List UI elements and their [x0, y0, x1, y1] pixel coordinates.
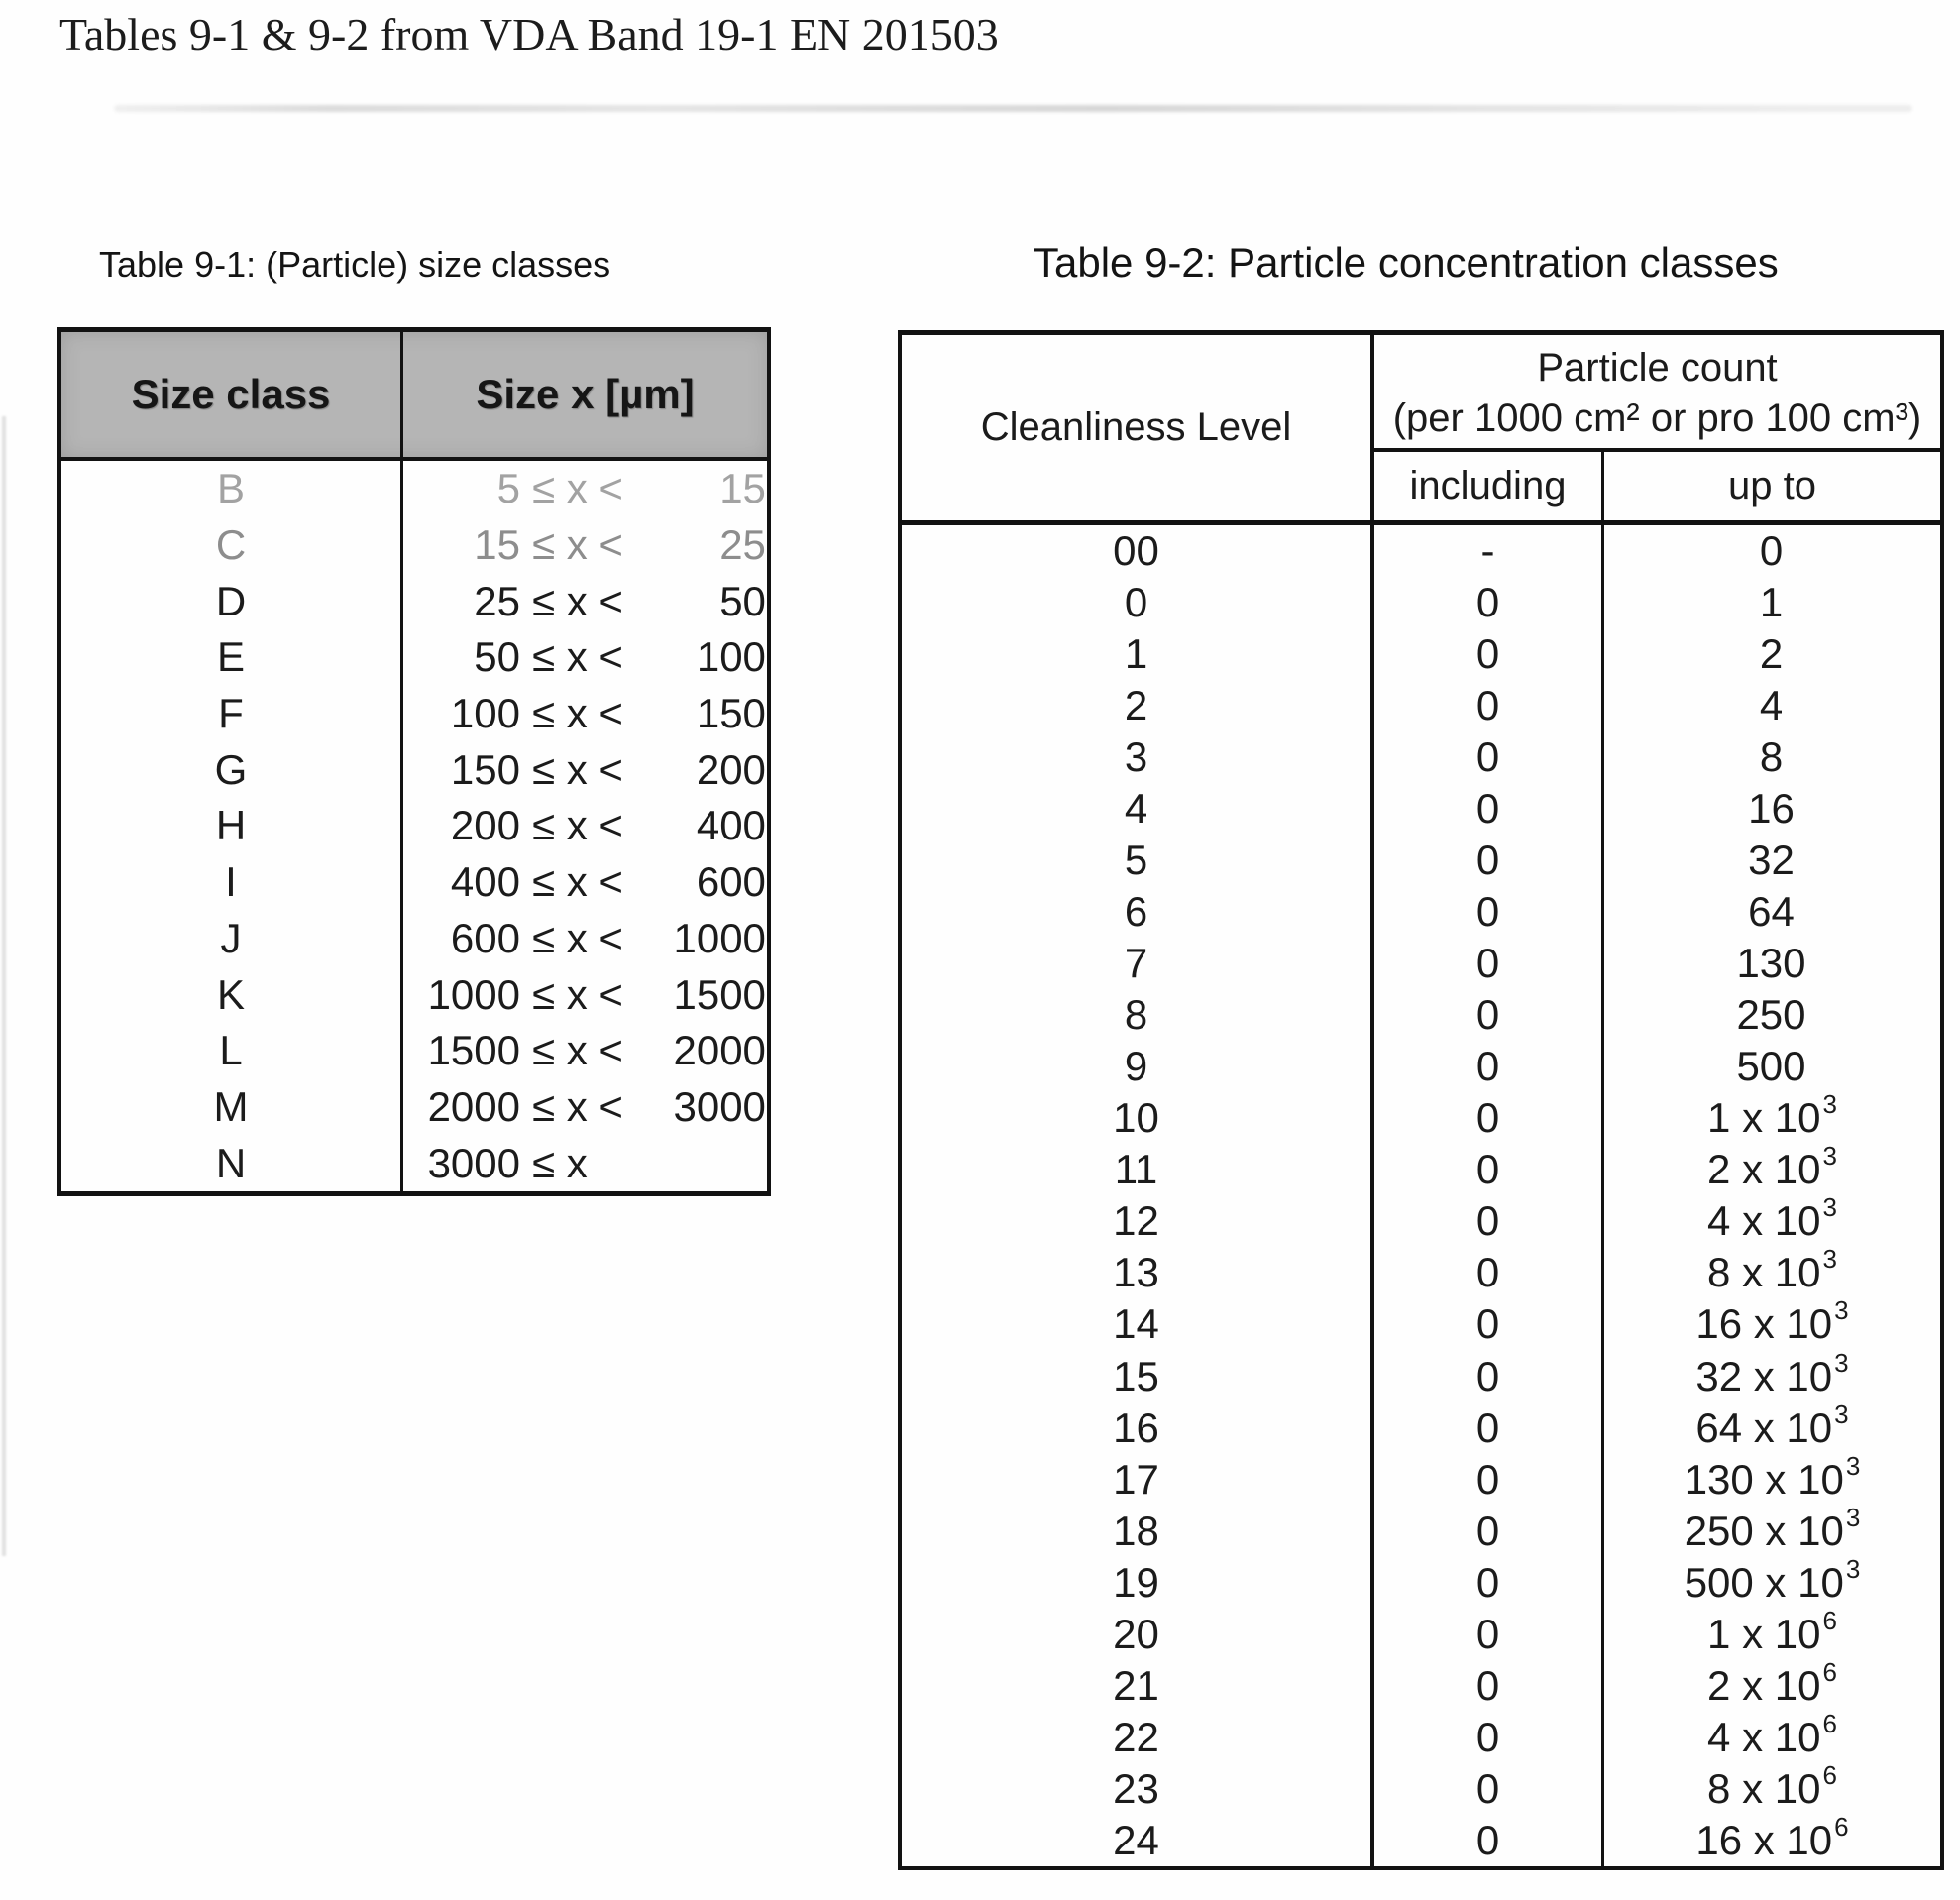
range-relation: ≤ x <: [532, 690, 623, 737]
range-upper-bound: 400: [696, 802, 766, 849]
up-to-cell: 16 x 10 $^6$: [1695, 1811, 1849, 1863]
up-to-cell: 8 x 10 $^6$: [1707, 1759, 1837, 1812]
cleanliness-level-cell: 7: [902, 938, 1374, 989]
including-cell: 0: [1374, 938, 1604, 989]
size-class-row: [61, 686, 767, 742]
up-to-value: 2 x 10: [1707, 1146, 1821, 1193]
cleanliness-level-cell: 19: [902, 1557, 1374, 1609]
page-title: Tables 9-1 & 9-2 from VDA Band 19-1 EN 201503: [59, 9, 999, 59]
size-range-cell: [403, 686, 767, 742]
up-to-cell: [1604, 577, 1940, 628]
up-to-value: 8: [1759, 733, 1784, 781]
size-class-cell: J: [61, 911, 403, 967]
up-to-cell: 16 x 10 $^3$: [1695, 1295, 1849, 1348]
cleanliness-level-cell: 15: [902, 1351, 1374, 1402]
size-range-cell: [403, 461, 767, 517]
cleanliness-level-row: [902, 835, 1940, 886]
up-to-value: 1 x 10: [1707, 1610, 1821, 1657]
including-cell: -: [1374, 525, 1604, 577]
range-lower-bound: 2000: [427, 1082, 520, 1130]
up-to-value: 1: [1759, 579, 1784, 626]
range-relation: ≤ x <: [532, 1027, 623, 1074]
including-cell: 0: [1374, 1506, 1604, 1557]
cleanliness-level-row: [902, 680, 1940, 731]
cleanliness-level-cell: 4: [902, 783, 1374, 835]
range-relation: ≤ x <: [532, 577, 623, 624]
cleanliness-level-cell: 20: [902, 1609, 1374, 1660]
scan-artifact-edge-line: [2, 416, 6, 1556]
size-class-cell: I: [61, 854, 403, 911]
size-class-cell: L: [61, 1023, 403, 1079]
size-range-cell: [403, 911, 767, 967]
size-class-cell: D: [61, 573, 403, 629]
particle-count-title: Particle count: [1537, 345, 1778, 390]
cleanliness-level-row: [902, 628, 1940, 680]
cleanliness-level-row: [902, 1759, 1940, 1815]
table1-header-row: [61, 332, 767, 461]
up-to-value: 4: [1759, 682, 1784, 729]
size-class-cell: G: [61, 741, 403, 798]
including-cell: 0: [1374, 783, 1604, 835]
size-range-cell: [403, 1023, 767, 1079]
up-to-value: 4 x 10: [1707, 1713, 1821, 1760]
cleanliness-level-row: [902, 989, 1940, 1041]
size-range-cell: [403, 1135, 767, 1191]
cleanliness-level-row: [902, 1553, 1940, 1609]
range-relation: ≤ x <: [532, 802, 623, 849]
range-upper-bound: 15: [719, 465, 766, 512]
range-lower-bound: 150: [450, 745, 520, 793]
cleanliness-level-cell: 23: [902, 1763, 1374, 1815]
size-class-row: [61, 461, 767, 517]
up-to-cell: 250 x 10 $^3$: [1684, 1502, 1861, 1554]
including-cell: 0: [1374, 1454, 1604, 1506]
cleanliness-level-row: [902, 1811, 1940, 1866]
up-to-cell: [1604, 886, 1940, 938]
cleanliness-level-cell: 5: [902, 835, 1374, 886]
cleanliness-level-row: [902, 1398, 1940, 1454]
size-range-cell: [403, 966, 767, 1023]
cleanliness-level-cell: 16: [902, 1402, 1374, 1454]
up-to-value: 0: [1759, 527, 1784, 575]
size-class-cell: N: [61, 1135, 403, 1191]
cleanliness-level-row: [902, 1244, 1940, 1298]
size-class-header-cell: Size class: [61, 332, 403, 457]
including-cell: 0: [1374, 577, 1604, 628]
range-lower-bound: 1000: [427, 970, 520, 1018]
size-class-cell: F: [61, 686, 403, 742]
up-to-value: 64 x 10: [1695, 1403, 1833, 1451]
table1-body: [61, 461, 767, 1191]
size-range-cell: [403, 1079, 767, 1136]
up-to-cell: [1604, 731, 1940, 783]
cleanliness-level-cell: 21: [902, 1660, 1374, 1712]
up-to-header-cell: up to: [1728, 464, 1816, 507]
including-header-cell: including: [1374, 452, 1604, 520]
including-cell: 0: [1374, 1712, 1604, 1763]
cleanliness-level-cell: 22: [902, 1712, 1374, 1763]
range-relation: ≤ x <: [532, 745, 623, 793]
size-class-row: [61, 629, 767, 686]
up-to-value: 16 x 10: [1695, 1300, 1833, 1348]
range-upper-bound: 25: [719, 521, 766, 569]
table1-caption: Table 9-1: (Particle) size classes: [99, 244, 611, 284]
including-cell: 0: [1374, 1557, 1604, 1609]
cleanliness-level-cell: 3: [902, 731, 1374, 783]
size-class-cell: H: [61, 798, 403, 854]
range-upper-bound: 1500: [673, 970, 766, 1018]
cleanliness-level-cell: 8: [902, 989, 1374, 1041]
size-range-cell: [403, 798, 767, 854]
range-relation: ≤ x <: [532, 465, 623, 512]
up-to-value: 8 x 10: [1707, 1764, 1821, 1812]
cleanliness-level-row: [902, 525, 1940, 577]
up-to-value: 130: [1736, 940, 1806, 987]
up-to-value: 32 x 10: [1695, 1352, 1833, 1399]
range-upper-bound: 2000: [673, 1027, 766, 1074]
up-to-value: 250 x 10: [1684, 1507, 1844, 1554]
cleanliness-level-row: [902, 1708, 1940, 1763]
range-upper-bound: 50: [719, 577, 766, 624]
particle-count-header-cell: [1374, 335, 1940, 452]
up-to-cell: [1604, 835, 1940, 886]
size-range-cell: [403, 854, 767, 911]
size-class-row: [61, 741, 767, 798]
including-cell: 0: [1374, 835, 1604, 886]
table2-body: [902, 525, 1940, 1866]
cleanliness-level-cell: 9: [902, 1041, 1374, 1092]
range-relation: ≤ x <: [532, 1082, 623, 1130]
size-class-cell: E: [61, 629, 403, 686]
including-cell: 0: [1374, 628, 1604, 680]
cleanliness-level-row: [902, 577, 1940, 628]
table2-subheader-row: [1374, 452, 1940, 520]
up-to-value: 32: [1748, 837, 1795, 884]
up-to-cell: [1604, 989, 1940, 1041]
up-to-cell: 4 x 10 $^3$: [1707, 1192, 1837, 1245]
particle-count-header-group: [1374, 335, 1940, 520]
including-cell: 0: [1374, 1092, 1604, 1144]
up-to-cell: 1 x 10 $^6$: [1707, 1605, 1837, 1657]
size-range-cell: [403, 517, 767, 574]
cleanliness-level-row: [902, 1192, 1940, 1247]
cleanliness-level-row: [902, 1502, 1940, 1557]
cleanliness-level-cell: 6: [902, 886, 1374, 938]
up-to-cell: 8 x 10 $^3$: [1707, 1244, 1837, 1296]
size-class-row: [61, 1023, 767, 1079]
up-to-cell: 130 x 10 $^3$: [1684, 1450, 1861, 1503]
including-cell: 0: [1374, 1144, 1604, 1195]
up-to-cell: [1604, 938, 1940, 989]
range-relation: ≤ x <: [532, 633, 623, 681]
size-class-cell: M: [61, 1079, 403, 1136]
range-lower-bound: 200: [450, 802, 520, 849]
up-to-value: 500 x 10: [1684, 1558, 1844, 1606]
up-to-cell: [1604, 628, 1940, 680]
size-class-cell: B: [61, 461, 403, 517]
up-to-cell: 64 x 10 $^3$: [1695, 1398, 1849, 1451]
including-cell: 0: [1374, 1041, 1604, 1092]
range-relation: ≤ x: [532, 1139, 588, 1186]
including-cell: 0: [1374, 1402, 1604, 1454]
up-to-cell: 4 x 10 $^6$: [1707, 1708, 1837, 1760]
cleanliness-level-cell: 1: [902, 628, 1374, 680]
cleanliness-level-header-cell: Cleanliness Level: [902, 335, 1374, 520]
up-to-cell: 2 x 10 $^6$: [1707, 1656, 1837, 1709]
up-to-value: 16 x 10: [1695, 1816, 1833, 1863]
up-to-value: 8 x 10: [1707, 1249, 1821, 1296]
up-to-value: 2 x 10: [1707, 1661, 1821, 1709]
cleanliness-level-row: [902, 1295, 1940, 1350]
up-to-cell: [1604, 525, 1940, 577]
cleanliness-level-cell: 0: [902, 577, 1374, 628]
cleanliness-level-cell: 11: [902, 1144, 1374, 1195]
size-class-row: [61, 573, 767, 629]
range-upper-bound: 1000: [673, 914, 766, 961]
size-x-header-cell: Size x [µm]: [476, 371, 695, 417]
cleanliness-level-cell: 17: [902, 1454, 1374, 1506]
size-range-cell: [403, 741, 767, 798]
up-to-value: 4 x 10: [1707, 1197, 1821, 1245]
cleanliness-level-row: [902, 1041, 1940, 1092]
up-to-cell: 500 x 10 $^3$: [1684, 1553, 1861, 1606]
up-to-cell: 2 x 10 $^3$: [1707, 1141, 1837, 1193]
up-to-cell: 32 x 10 $^3$: [1695, 1347, 1849, 1399]
including-cell: 0: [1374, 1763, 1604, 1815]
range-lower-bound: 600: [450, 914, 520, 961]
including-cell: 0: [1374, 989, 1604, 1041]
range-lower-bound: 3000: [427, 1139, 520, 1186]
cleanliness-level-row: [902, 886, 1940, 938]
size-class-row: [61, 1135, 767, 1191]
size-class-row: [61, 798, 767, 854]
table2-caption: Table 9-2: Particle concentration classes: [1034, 239, 1779, 285]
size-class-row: [61, 911, 767, 967]
up-to-value: 2: [1759, 630, 1784, 678]
range-lower-bound: 15: [474, 521, 520, 569]
range-upper-bound: 150: [696, 690, 766, 737]
size-class-row: [61, 517, 767, 574]
cleanliness-level-cell: 00: [902, 525, 1374, 577]
size-class-row: [61, 854, 767, 911]
up-to-value: 1 x 10: [1707, 1094, 1821, 1142]
table-concentration-classes: [898, 330, 1944, 1870]
range-relation: ≤ x <: [532, 970, 623, 1018]
scan-artifact-streak: [114, 105, 1912, 112]
range-upper-bound: 3000: [673, 1082, 766, 1130]
up-to-cell: [1604, 783, 1940, 835]
up-to-cell: 1 x 10 $^3$: [1707, 1089, 1837, 1142]
table-size-classes: [57, 327, 771, 1196]
size-class-cell: C: [61, 517, 403, 574]
cleanliness-level-cell: 13: [902, 1247, 1374, 1298]
range-relation: ≤ x <: [532, 521, 623, 569]
range-upper-bound: 200: [696, 745, 766, 793]
size-class-row: [61, 1079, 767, 1136]
range-lower-bound: 100: [450, 690, 520, 737]
cleanliness-level-row: [902, 1347, 1940, 1402]
including-cell: 0: [1374, 1660, 1604, 1712]
range-relation: ≤ x <: [532, 858, 623, 906]
cleanliness-level-cell: 10: [902, 1092, 1374, 1144]
cleanliness-level-cell: 2: [902, 680, 1374, 731]
including-cell: 0: [1374, 1195, 1604, 1247]
up-to-cell: [1604, 680, 1940, 731]
including-cell: 0: [1374, 1609, 1604, 1660]
cleanliness-level-row: [902, 783, 1940, 835]
up-to-value: 500: [1736, 1043, 1806, 1090]
size-class-row: [61, 966, 767, 1023]
cleanliness-level-row: [902, 1605, 1940, 1660]
particle-count-unit-note: (per 1000 cm² or pro 100 cm³): [1392, 396, 1922, 441]
cleanliness-level-cell: 14: [902, 1298, 1374, 1350]
including-cell: 0: [1374, 1351, 1604, 1402]
including-cell: 0: [1374, 731, 1604, 783]
including-cell: 0: [1374, 680, 1604, 731]
cleanliness-level-row: [902, 938, 1940, 989]
cleanliness-level-cell: 24: [902, 1815, 1374, 1866]
cleanliness-level-row: [902, 731, 1940, 783]
up-to-value: 16: [1748, 785, 1795, 833]
range-lower-bound: 25: [474, 577, 520, 624]
up-to-cell: [1604, 1041, 1940, 1092]
range-lower-bound: 5: [496, 465, 520, 512]
range-relation: ≤ x <: [532, 914, 623, 961]
cleanliness-level-row: [902, 1450, 1940, 1506]
range-lower-bound: 400: [450, 858, 520, 906]
size-range-cell: [403, 573, 767, 629]
cleanliness-level-cell: 12: [902, 1195, 1374, 1247]
including-cell: 0: [1374, 886, 1604, 938]
range-lower-bound: 50: [474, 633, 520, 681]
cleanliness-level-row: [902, 1656, 1940, 1712]
including-cell: 0: [1374, 1298, 1604, 1350]
up-to-value: 64: [1748, 888, 1795, 936]
cleanliness-level-cell: 18: [902, 1506, 1374, 1557]
size-range-cell: [403, 629, 767, 686]
table2-header: [902, 335, 1940, 525]
cleanliness-level-row: [902, 1089, 1940, 1144]
including-cell: 0: [1374, 1815, 1604, 1866]
size-class-cell: K: [61, 966, 403, 1023]
range-upper-bound: 100: [696, 633, 766, 681]
cleanliness-level-row: [902, 1141, 1940, 1195]
up-to-value: 250: [1736, 991, 1806, 1039]
range-upper-bound: 600: [696, 858, 766, 906]
including-cell: 0: [1374, 1247, 1604, 1298]
up-to-value: 130 x 10: [1684, 1455, 1844, 1503]
range-lower-bound: 1500: [427, 1027, 520, 1074]
